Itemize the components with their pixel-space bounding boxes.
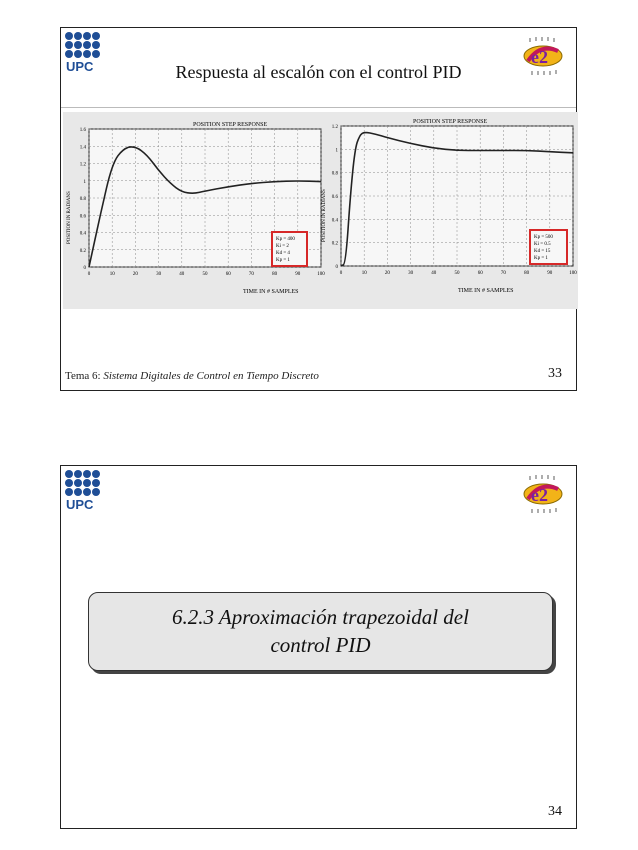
left-plot-ytick: 1.6 — [79, 128, 86, 133]
footer-prefix: Tema 6: — [65, 370, 104, 382]
left-plot-ytick: 0.4 — [79, 231, 86, 237]
svg-text:e2: e2 — [531, 485, 548, 505]
left-plot-xtick: 10 — [109, 272, 115, 277]
left-plot-xlabel: TIME IN # SAMPLES — [243, 289, 299, 295]
left-legend-3: Kd = 4 — [276, 251, 290, 256]
left-plot-ytick: 0.2 — [79, 248, 86, 254]
left-plot-xtick: 40 — [179, 272, 185, 277]
left-plot-ytick: 1 — [83, 179, 86, 185]
e2-logo — [520, 471, 566, 517]
right-plot-xtick: 100 — [569, 271, 577, 276]
right-legend-2: Ki = 0.5 — [534, 242, 551, 247]
right-plot-title: POSITION STEP RESPONSE — [413, 119, 488, 125]
left-plot-xtick: 30 — [156, 272, 162, 277]
slide-34 — [60, 465, 577, 829]
page-number: 34 — [548, 804, 562, 819]
left-plot-xtick: 80 — [272, 272, 278, 277]
left-legend-2: Ki = 2 — [276, 244, 289, 249]
left-plot-ytick: 0.8 — [79, 197, 86, 202]
left-plot-xtick: 60 — [225, 272, 231, 277]
left-plot-title: POSITION STEP RESPONSE — [193, 122, 268, 128]
right-plot-ytick: 1.2 — [331, 125, 338, 130]
upc-logo — [64, 469, 106, 511]
section-heading — [89, 603, 552, 659]
right-plot-ylabel: POSITION IN RADIANS — [322, 189, 327, 242]
left-legend-4: Kp = 1 — [276, 258, 290, 263]
slide-footer — [65, 370, 319, 382]
right-legend-1: Kp = 500 — [534, 235, 553, 240]
header-divider — [61, 107, 576, 108]
left-plot-ytick: 0.6 — [79, 214, 86, 220]
right-legend-4: Kp = 1 — [534, 256, 548, 261]
section-heading-box — [88, 592, 553, 671]
right-plot-xtick: 40 — [431, 271, 437, 276]
left-plot-xtick: 0 — [87, 272, 91, 277]
upc-logo-text: UPC — [66, 497, 94, 511]
right-plot-ytick: 0 — [335, 265, 338, 270]
slide-title: Respuesta al escalón con el control PID — [175, 62, 462, 82]
left-plot-ytick: 1.2 — [79, 162, 86, 168]
section-heading-line-2: control PID — [270, 633, 371, 657]
left-plot-ytick: 0 — [83, 266, 86, 271]
left-plot-xtick: 20 — [132, 272, 138, 277]
right-plot-xtick: 70 — [500, 271, 506, 276]
right-plot-xtick: 90 — [547, 271, 553, 276]
right-plot-xtick: 80 — [524, 271, 530, 276]
right-plot-ytick: 0.2 — [331, 241, 338, 247]
left-plot-xtick: 70 — [248, 272, 254, 277]
right-plot-xtick: 0 — [339, 271, 343, 276]
right-legend-3: Kd = 15 — [534, 249, 551, 254]
svg-text:e2: e2 — [531, 47, 548, 67]
right-plot-ytick: 0.6 — [331, 195, 338, 200]
left-plot-xtick: 100 — [317, 272, 325, 277]
right-plot-xtick: 30 — [408, 271, 414, 276]
right-plot-xlabel: TIME IN # SAMPLES — [458, 288, 514, 294]
left-plot-xtick: 50 — [202, 272, 208, 277]
left-plot-ytick: 1.4 — [79, 145, 86, 151]
page-number: 33 — [548, 366, 562, 381]
right-plot-xtick: 60 — [477, 271, 483, 276]
step-response-plots — [63, 112, 578, 309]
left-plot-ylabel: POSITION IN RADIANS — [67, 191, 72, 244]
right-plot-xtick: 10 — [361, 271, 367, 276]
right-plot-ytick: 1 — [335, 148, 338, 154]
section-heading-line-1: 6.2.3 Aproximación trapezoidal del — [172, 605, 469, 629]
left-plot-xtick: 90 — [295, 272, 301, 277]
left-legend-1: Kp = 400 — [276, 237, 295, 242]
right-plot-ytick: 0.4 — [331, 218, 338, 224]
right-plot-ytick: 0.8 — [331, 171, 338, 177]
right-plot-xtick: 50 — [454, 271, 460, 276]
right-plot-xtick: 20 — [384, 271, 390, 276]
footer-course: Sistema Digitales de Control en Tiempo Discreto — [103, 370, 319, 382]
slide-33 — [60, 27, 577, 391]
upc-logo-text: UPC — [66, 59, 94, 73]
